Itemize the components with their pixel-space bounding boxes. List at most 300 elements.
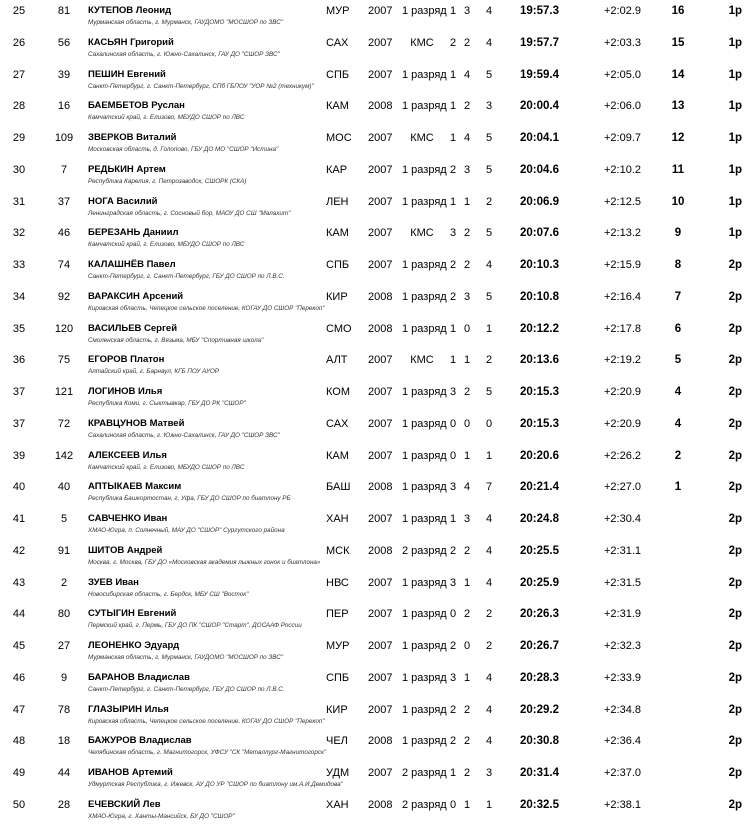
shooting-2-cell: 0	[463, 640, 471, 652]
place-cell: 29	[12, 132, 26, 144]
athlete-organization: Новосибирская область, г. Бердск, МБУ СШ "Восток"	[88, 590, 249, 598]
athlete-name: БАЖУРОВ Владислав	[88, 735, 192, 747]
shooting-total-cell: 2	[485, 354, 493, 367]
category-cell: 1р	[728, 132, 742, 144]
sport-rank-cell: 1 разряд	[402, 322, 447, 335]
shooting-2-cell: 2	[463, 767, 471, 779]
bib-cell: 121	[54, 386, 74, 398]
sport-rank-cell: 1 разряд	[402, 671, 447, 684]
time-behind-cell: +2:30.4	[604, 513, 642, 525]
category-cell: 2р	[728, 640, 742, 652]
shooting-1-cell: 1	[449, 322, 457, 335]
shooting-2-cell: 2	[463, 608, 471, 621]
points-cell: 6	[674, 322, 682, 335]
sport-rank-cell: 1 разряд	[402, 735, 447, 748]
athlete-organization: Республика Карелия, г. Петрозаводск, СШОРК (СКА)	[88, 177, 247, 185]
athlete-name: ПЕШИН Евгений	[88, 68, 166, 80]
time-behind-cell: +2:20.9	[604, 386, 642, 398]
category-cell: 1р	[728, 163, 742, 176]
place-cell: 30	[12, 163, 26, 176]
place-cell: 47	[12, 703, 26, 716]
bib-cell: 44	[57, 767, 71, 779]
bib-cell: 9	[60, 671, 68, 684]
athlete-organization: Камчатский край, г. Елизово, МБУДО СШОР по ЛВС	[88, 241, 245, 249]
result-time-cell: 19:57.7	[520, 36, 560, 49]
sport-rank-cell: 1 разряд	[402, 513, 447, 525]
shooting-2-cell: 3	[463, 163, 471, 176]
place-cell: 32	[12, 227, 26, 240]
region-cell: КАМ	[326, 449, 349, 462]
time-behind-cell: +2:26.2	[604, 449, 642, 462]
shooting-total-cell: 4	[485, 5, 493, 17]
region-cell: УДМ	[326, 767, 350, 779]
category-cell: 2р	[728, 703, 742, 716]
place-cell: 43	[12, 576, 26, 589]
bib-cell: 74	[57, 259, 71, 271]
table-row	[0, 762, 750, 794]
category-cell: 2р	[728, 544, 742, 557]
birth-year-cell: 2007	[368, 513, 393, 525]
birth-year-cell: 2007	[368, 608, 393, 621]
birth-year-cell: 2007	[368, 640, 393, 652]
result-time-cell: 20:29.2	[520, 703, 560, 716]
athlete-name: ВАРАКСИН Арсений	[88, 290, 184, 302]
shooting-total-cell: 2	[485, 195, 493, 208]
shooting-2-cell: 4	[463, 132, 471, 144]
shooting-total-cell: 4	[485, 544, 493, 557]
result-time-cell: 20:28.3	[520, 671, 560, 684]
bib-cell: 109	[54, 132, 74, 144]
result-time-cell: 20:30.8	[520, 735, 560, 748]
athlete-name: ИВАНОВ Артемий	[88, 767, 173, 778]
table-row	[0, 349, 750, 381]
athlete-organization: Сахалинская область, г. Южно-Сахалинск, ГАУ ДО "СШОР ЗВС"	[88, 431, 280, 439]
category-cell: 1р	[728, 100, 742, 113]
place-cell: 41	[12, 513, 26, 525]
birth-year-cell: 2007	[368, 449, 393, 462]
place-cell: 46	[12, 671, 26, 684]
time-behind-cell: +2:32.3	[604, 640, 642, 652]
category-cell: 1р	[728, 5, 742, 17]
sport-rank-cell: 2 разряд	[402, 798, 447, 811]
shooting-1-cell: 1	[449, 132, 457, 144]
region-cell: КАМ	[326, 227, 349, 240]
place-cell: 28	[12, 100, 26, 113]
category-cell: 2р	[728, 735, 742, 748]
bib-cell: 16	[57, 100, 71, 113]
table-row	[0, 572, 750, 604]
athlete-name: ЛЕОНЕНКО Эдуард	[88, 640, 180, 651]
place-cell: 25	[12, 5, 26, 17]
shooting-1-cell: 0	[449, 798, 457, 811]
athlete-organization: Республика Коми, г. Сыктывкар, ГБУ ДО РК "СШОР"	[88, 400, 246, 407]
region-cell: СПБ	[326, 259, 350, 271]
bib-cell: 92	[57, 290, 71, 303]
points-cell: 10	[671, 195, 685, 208]
birth-year-cell: 2007	[368, 671, 393, 684]
result-time-cell: 20:26.7	[520, 640, 560, 652]
shooting-2-cell: 0	[463, 417, 471, 430]
birth-year-cell: 2007	[368, 195, 393, 208]
shooting-1-cell: 0	[449, 608, 457, 621]
athlete-organization: Смоленская область, г. Вязьма, МБУ "Спортивная школа"	[88, 336, 264, 344]
athlete-organization: Санкт-Петербург, г. Санкт-Петербург, ГБУ ДО СШОР по Л.В.С.	[88, 273, 285, 280]
points-cell: 5	[674, 354, 682, 367]
table-row	[0, 32, 750, 64]
time-behind-cell: +2:03.3	[604, 36, 642, 49]
shooting-2-cell: 1	[463, 354, 471, 367]
athlete-organization: Камчатский край, г. Елизово, МБУДО СШОР по ЛВС	[88, 463, 245, 471]
shooting-2-cell: 3	[463, 513, 471, 525]
result-time-cell: 20:21.4	[520, 481, 560, 494]
shooting-total-cell: 1	[485, 322, 493, 335]
result-time-cell: 20:12.2	[520, 322, 560, 335]
shooting-total-cell: 4	[485, 576, 493, 589]
time-behind-cell: +2:33.9	[604, 671, 642, 684]
sport-rank-cell: КМС	[410, 227, 434, 240]
time-behind-cell: +2:34.8	[604, 703, 642, 716]
time-behind-cell: +2:12.5	[604, 195, 642, 208]
bib-cell: 75	[57, 354, 71, 367]
table-row	[0, 635, 750, 667]
birth-year-cell: 2007	[368, 417, 393, 430]
region-cell: ПЕР	[326, 608, 349, 621]
time-behind-cell: +2:36.4	[604, 735, 642, 748]
place-cell: 35	[12, 322, 26, 335]
category-cell: 2р	[728, 608, 742, 621]
shooting-1-cell: 1	[449, 195, 457, 208]
place-cell: 44	[12, 608, 26, 621]
birth-year-cell: 2007	[368, 227, 393, 240]
athlete-organization: Санкт-Петербург, г. Санкт-Петербург, СПб ГБПОУ "УОР №2 (техникум)"	[88, 82, 314, 90]
bib-cell: 28	[57, 798, 71, 811]
shooting-total-cell: 7	[485, 481, 493, 494]
region-cell: ХАН	[326, 513, 349, 525]
athlete-name: ЕЧЕВСКИЙ Лев	[88, 798, 161, 810]
shooting-2-cell: 0	[463, 322, 471, 335]
table-row	[0, 254, 750, 286]
shooting-2-cell: 1	[463, 576, 471, 589]
shooting-2-cell: 2	[463, 735, 471, 748]
place-cell: 37	[12, 417, 26, 430]
shooting-total-cell: 1	[485, 798, 493, 811]
category-cell: 2р	[728, 481, 742, 494]
shooting-2-cell: 3	[463, 290, 471, 303]
time-behind-cell: +2:19.2	[604, 354, 642, 367]
shooting-total-cell: 5	[485, 386, 493, 398]
shooting-1-cell: 0	[449, 449, 457, 462]
bib-cell: 80	[57, 608, 71, 621]
shooting-1-cell: 0	[449, 417, 457, 430]
place-cell: 33	[12, 259, 26, 271]
result-time-cell: 20:10.8	[520, 290, 560, 303]
athlete-organization: ХМАО-Югра, г. Ханты-Мансийск, БУ ДО "СШОР"	[88, 812, 235, 820]
points-cell: 7	[674, 290, 682, 303]
points-cell: 16	[671, 5, 685, 17]
region-cell: ЛЕН	[326, 195, 349, 208]
category-cell: 2р	[728, 576, 742, 589]
time-behind-cell: +2:16.4	[604, 290, 642, 303]
shooting-1-cell: 2	[449, 640, 457, 652]
category-cell: 2р	[728, 290, 742, 303]
result-time-cell: 20:04.6	[520, 163, 560, 176]
athlete-name: КРАВЦУНОВ Матвей	[88, 417, 185, 429]
sport-rank-cell: 1 разряд	[402, 481, 447, 494]
result-time-cell: 20:00.4	[520, 100, 560, 113]
region-cell: МУР	[326, 5, 350, 17]
bib-cell: 78	[57, 703, 71, 716]
shooting-total-cell: 3	[485, 100, 493, 113]
shooting-total-cell: 0	[485, 417, 493, 430]
shooting-1-cell: 2	[449, 36, 457, 49]
bib-cell: 46	[57, 227, 71, 240]
shooting-2-cell: 2	[463, 544, 471, 557]
shooting-total-cell: 5	[485, 163, 493, 176]
result-time-cell: 20:25.5	[520, 544, 560, 557]
birth-year-cell: 2008	[368, 290, 393, 303]
shooting-total-cell: 5	[485, 132, 493, 144]
points-cell: 13	[671, 100, 685, 113]
time-behind-cell: +2:27.0	[604, 481, 642, 494]
shooting-1-cell: 2	[449, 290, 457, 303]
athlete-organization: Сахалинская область, г. Южно-Сахалинск, ГАУ ДО "СШОР ЗВС"	[88, 50, 280, 58]
table-row	[0, 730, 750, 762]
category-cell: 2р	[728, 671, 742, 684]
region-cell: МУР	[326, 640, 350, 652]
athlete-name: ШИТОВ Андрей	[88, 544, 163, 556]
sport-rank-cell: 1 разряд	[402, 449, 447, 462]
shooting-total-cell: 5	[485, 68, 493, 81]
athlete-name: НОГА Василий	[88, 195, 158, 207]
birth-year-cell: 2007	[368, 259, 393, 271]
category-cell: 2р	[728, 767, 742, 779]
result-time-cell: 20:31.4	[520, 767, 560, 779]
region-cell: МСК	[326, 544, 350, 557]
athlete-name: БАРАНОВ Владислав	[88, 671, 190, 683]
shooting-2-cell: 4	[463, 481, 471, 494]
shooting-1-cell: 3	[449, 671, 457, 684]
category-cell: 2р	[728, 513, 742, 525]
shooting-1-cell: 3	[449, 227, 457, 240]
shooting-1-cell: 2	[449, 259, 457, 271]
shooting-2-cell: 1	[463, 671, 471, 684]
athlete-organization: Мурманская область, г. Мурманск, ГАУДОМО "МОСШОР по ЗВС"	[88, 654, 284, 661]
athlete-organization: Кировская область, Чепецкое сельское поселение, КОГАУ ДО СШОР "Перекоп"	[88, 304, 325, 312]
athlete-name: СУТЫГИН Евгений	[88, 608, 177, 620]
athlete-organization: Москва, г. Москва, ГБУ ДО «Московская академия лыжных гонок и биатлона»	[88, 558, 321, 566]
table-row	[0, 95, 750, 127]
shooting-2-cell: 3	[463, 5, 471, 17]
points-cell: 11	[671, 163, 685, 176]
shooting-1-cell: 1	[449, 767, 457, 779]
shooting-2-cell: 2	[463, 36, 471, 49]
category-cell: 1р	[728, 36, 742, 49]
birth-year-cell: 2007	[368, 354, 393, 367]
region-cell: НВС	[326, 576, 349, 589]
birth-year-cell: 2008	[368, 735, 393, 748]
region-cell: КАР	[326, 163, 348, 176]
table-row	[0, 413, 750, 445]
region-cell: КОМ	[326, 386, 351, 398]
birth-year-cell: 2007	[368, 132, 393, 144]
points-cell: 15	[671, 36, 685, 49]
shooting-2-cell: 1	[463, 798, 471, 811]
athlete-name: ЗУЕВ Иван	[88, 576, 139, 588]
points-cell: 12	[671, 132, 685, 144]
athlete-name: БАЕМБЕТОВ Руслан	[88, 100, 185, 112]
bib-cell: 2	[60, 576, 68, 589]
points-cell: 4	[674, 386, 682, 398]
region-cell: СПБ	[326, 68, 350, 81]
time-behind-cell: +2:02.9	[604, 5, 642, 17]
region-cell: БАШ	[326, 481, 351, 494]
bib-cell: 81	[57, 5, 71, 17]
birth-year-cell: 2007	[368, 5, 393, 17]
table-row	[0, 476, 750, 508]
sport-rank-cell: 2 разряд	[402, 767, 447, 779]
athlete-organization: Удмуртская Республика, г. Ижевск, АУ ДО УР "СШОР по биатлону им.А.И.Демидова"	[88, 781, 343, 788]
result-time-cell: 20:15.3	[520, 386, 560, 398]
table-row	[0, 222, 750, 254]
category-cell: 1р	[728, 195, 742, 208]
category-cell: 2р	[728, 798, 742, 811]
athlete-name: ЗВЕРКОВ Виталий	[88, 132, 177, 143]
athlete-organization: Камчатский край, г. Елизово, МБУДО СШОР по ЛВС	[88, 114, 245, 122]
region-cell: КАМ	[326, 100, 349, 113]
place-cell: 49	[12, 767, 26, 779]
time-behind-cell: +2:38.1	[604, 798, 642, 811]
athlete-name: КУТЕПОВ Леонид	[88, 5, 172, 16]
result-time-cell: 20:07.6	[520, 227, 560, 240]
region-cell: ЧЕЛ	[326, 735, 348, 748]
bib-cell: 39	[57, 68, 71, 81]
bib-cell: 37	[57, 195, 71, 208]
shooting-1-cell: 2	[449, 735, 457, 748]
points-cell: 1	[674, 481, 682, 494]
athlete-name: КАСЬЯН Григорий	[88, 36, 174, 48]
region-cell: ХАН	[326, 798, 349, 811]
result-time-cell: 20:20.6	[520, 449, 560, 462]
athlete-name: РЕДЬКИН Артем	[88, 163, 166, 175]
bib-cell: 27	[57, 640, 71, 652]
sport-rank-cell: 1 разряд	[402, 576, 447, 589]
time-behind-cell: +2:09.7	[604, 132, 642, 144]
shooting-2-cell: 2	[463, 703, 471, 716]
shooting-total-cell: 5	[485, 227, 493, 240]
bib-cell: 56	[57, 36, 71, 49]
athlete-organization: Санкт-Петербург, г. Санкт-Петербург, ГБУ ДО СШОР по Л.В.С.	[88, 685, 285, 693]
shooting-1-cell: 3	[449, 576, 457, 589]
sport-rank-cell: 1 разряд	[402, 5, 447, 17]
place-cell: 36	[12, 354, 26, 367]
sport-rank-cell: 1 разряд	[402, 417, 447, 430]
bib-cell: 7	[60, 163, 68, 176]
athlete-name: ЛОГИНОВ Илья	[88, 386, 163, 397]
sport-rank-cell: 1 разряд	[402, 163, 447, 176]
sport-rank-cell: 1 разряд	[402, 100, 447, 113]
sport-rank-cell: 1 разряд	[402, 608, 447, 621]
shooting-total-cell: 3	[485, 767, 493, 779]
sport-rank-cell: 1 разряд	[402, 703, 447, 716]
result-time-cell: 20:06.9	[520, 195, 560, 208]
time-behind-cell: +2:15.9	[604, 259, 642, 271]
sport-rank-cell: КМС	[410, 132, 434, 144]
place-cell: 40	[12, 481, 26, 494]
athlete-organization: Ленинградская область, г. Сосновый бор, МАОУ ДО СШ "Малахит"	[88, 209, 291, 217]
result-time-cell: 20:10.3	[520, 259, 560, 271]
result-time-cell: 20:13.6	[520, 354, 560, 367]
shooting-1-cell: 2	[449, 703, 457, 716]
shooting-2-cell: 4	[463, 68, 471, 81]
place-cell: 39	[12, 449, 26, 462]
athlete-name: ВАСИЛЬЕВ Сергей	[88, 322, 178, 334]
athlete-name: БЕРЕЗАНЬ Даниил	[88, 227, 179, 239]
shooting-2-cell: 2	[463, 227, 471, 240]
sport-rank-cell: 2 разряд	[402, 544, 447, 557]
shooting-total-cell: 5	[485, 290, 493, 303]
bib-cell: 5	[60, 513, 68, 525]
shooting-2-cell: 2	[463, 259, 471, 271]
category-cell: 2р	[728, 322, 742, 335]
table-row	[0, 286, 750, 318]
time-behind-cell: +2:06.0	[604, 100, 642, 113]
result-time-cell: 20:15.3	[520, 417, 560, 430]
place-cell: 27	[12, 68, 26, 81]
birth-year-cell: 2007	[368, 703, 393, 716]
shooting-2-cell: 1	[463, 449, 471, 462]
shooting-total-cell: 4	[485, 703, 493, 716]
region-cell: САХ	[326, 417, 349, 430]
birth-year-cell: 2007	[368, 36, 393, 49]
shooting-1-cell: 1	[449, 100, 457, 113]
sport-rank-cell: 1 разряд	[402, 640, 447, 652]
region-cell: КИР	[326, 290, 348, 303]
sport-rank-cell: 1 разряд	[402, 195, 447, 208]
athlete-organization: Республика Башкортостан, г. Уфа, ГБУ ДО СШОР по биатлону РБ	[88, 495, 291, 503]
result-time-cell: 20:04.1	[520, 132, 560, 144]
athlete-name: АПТЫКАЕВ Максим	[88, 481, 182, 493]
time-behind-cell: +2:17.8	[604, 322, 642, 335]
region-cell: МОС	[326, 132, 352, 144]
time-behind-cell: +2:31.9	[604, 608, 642, 621]
time-behind-cell: +2:05.0	[604, 68, 642, 81]
table-row	[0, 508, 750, 540]
shooting-1-cell: 1	[449, 513, 457, 525]
category-cell: 1р	[728, 227, 742, 240]
table-row	[0, 159, 750, 191]
time-behind-cell: +2:31.5	[604, 576, 642, 589]
bib-cell: 91	[57, 544, 71, 557]
athlete-organization: Московская область, д. Голопово, ГБУ ДО МО "СШОР "Истина"	[88, 146, 279, 153]
shooting-total-cell: 4	[485, 513, 493, 525]
result-time-cell: 20:32.5	[520, 798, 560, 811]
table-row	[0, 699, 750, 731]
shooting-1-cell: 1	[449, 68, 457, 81]
time-behind-cell: +2:31.1	[604, 544, 642, 557]
shooting-total-cell: 4	[485, 36, 493, 49]
place-cell: 31	[12, 195, 26, 208]
result-time-cell: 19:59.4	[520, 68, 560, 81]
region-cell: КИР	[326, 703, 348, 716]
shooting-1-cell: 3	[449, 386, 457, 398]
birth-year-cell: 2008	[368, 544, 393, 557]
shooting-total-cell: 1	[485, 449, 493, 462]
athlete-organization: Кировская область, Чепецкое сельское поселение, КОГАУ ДО СШОР "Перекоп"	[88, 717, 325, 725]
sport-rank-cell: 1 разряд	[402, 386, 447, 398]
result-time-cell: 20:25.9	[520, 576, 560, 589]
bib-cell: 40	[57, 481, 71, 494]
birth-year-cell: 2007	[368, 767, 393, 779]
